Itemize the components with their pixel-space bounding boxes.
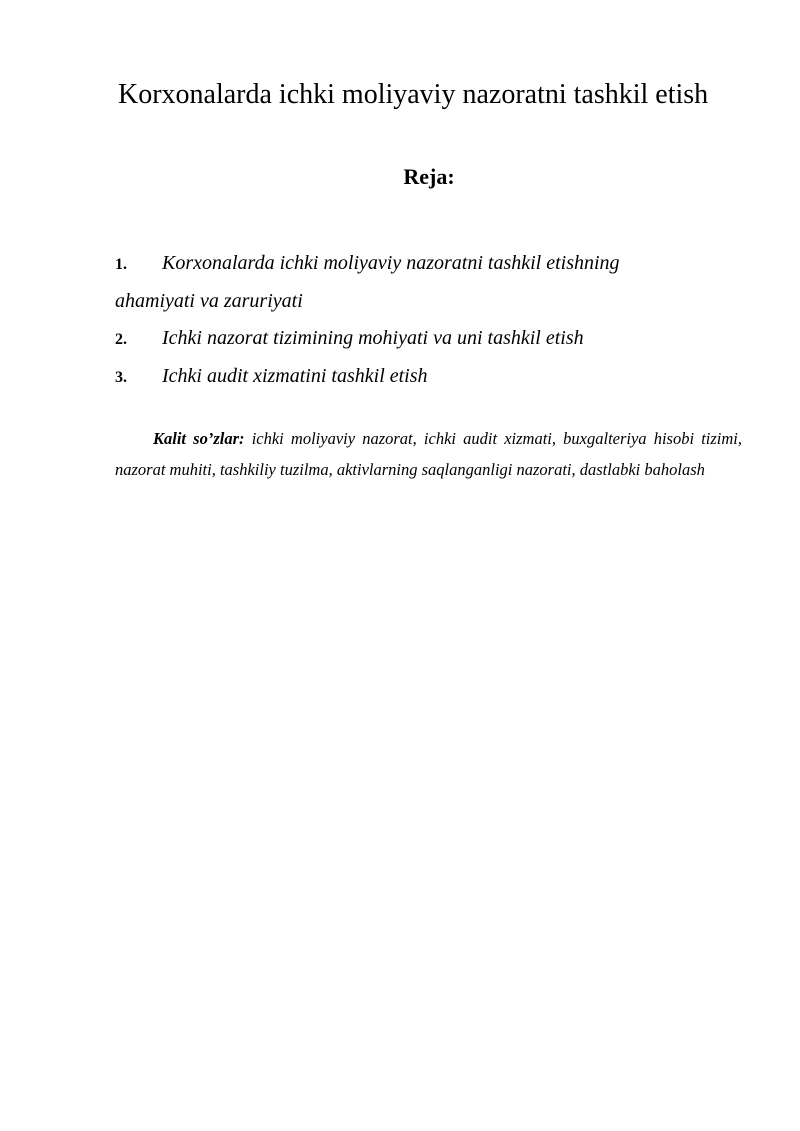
document-title: Korxonalarda ichki moliyaviy nazoratni tashkil etish [118,79,709,110]
plan-item-text: Ichki audit xizmatini tashkil etish [162,365,428,387]
plan-item-number: 3. [115,369,127,386]
plan-item [115,245,745,320]
keywords-text: ichki moliyaviy nazorat, ichki audit xizmati, buxgalteriya hisobi tizimi, nazorat muhiti, tashkiliy tuzilma, aktivlarning saqlanganligi nazorati, dastlabki baholash [115,429,743,479]
plan-item [115,320,745,358]
plan-item-number: 1. [115,256,127,273]
plan-item-text-continuation: ahamiyati va zaruriyati [115,290,303,312]
plan-item-number: 2. [115,331,127,348]
plan-heading: Reja: [403,164,455,189]
keywords-label: Kalit so’zlar: [153,429,245,448]
keywords-paragraph [115,423,742,485]
plan-item [115,358,745,396]
plan-list [115,245,745,396]
plan-item-text: Ichki nazorat tizimining mohiyati va uni tashkil etish [162,327,584,349]
plan-item-text: Korxonalarda ichki moliyaviy nazoratni tashkil etishning [162,252,620,274]
